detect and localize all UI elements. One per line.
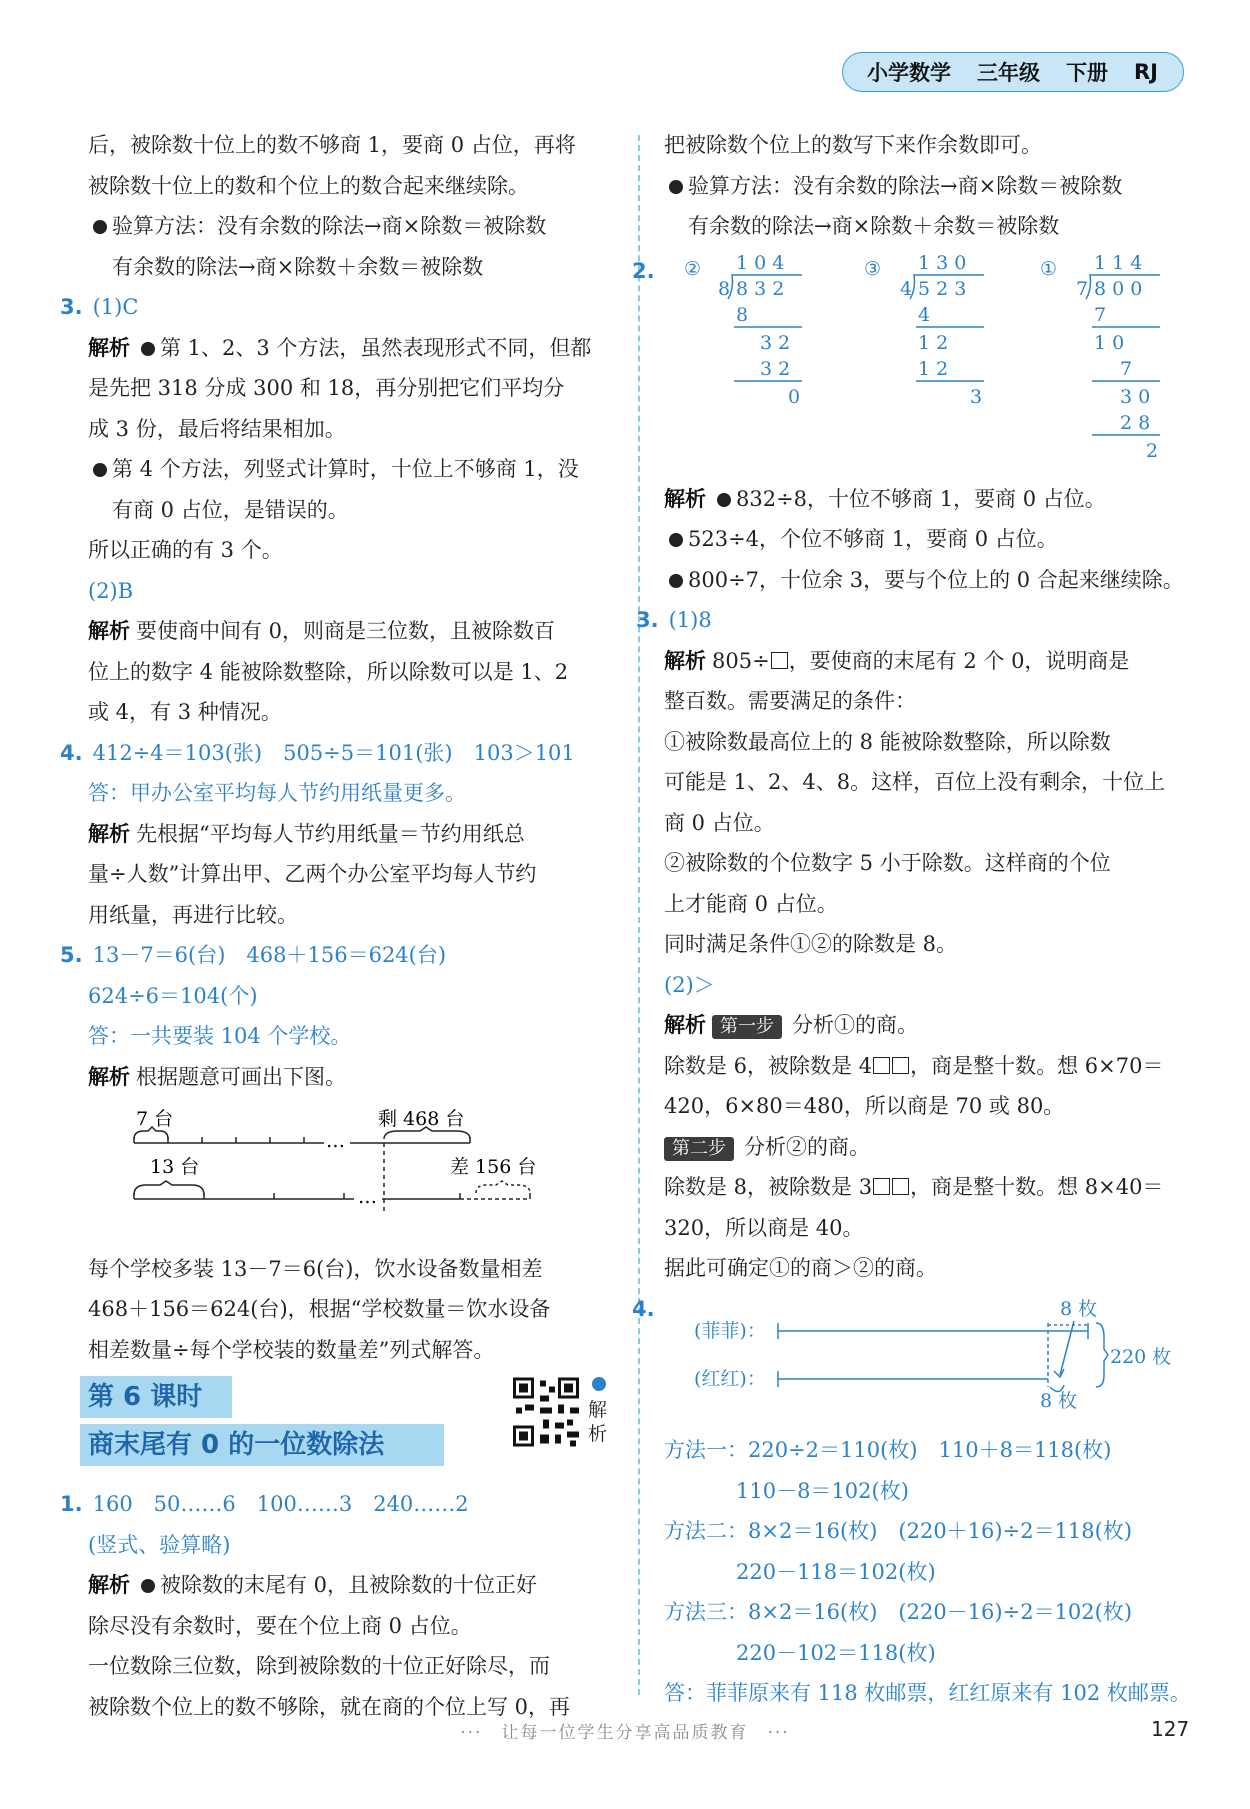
- bulb-icon: [141, 342, 155, 356]
- label-13: 13 台: [150, 1156, 200, 1178]
- long-division-group: [632, 251, 1194, 471]
- bulb-icon: [669, 533, 683, 547]
- question-4-block: [632, 1289, 1194, 1431]
- question-5-answer-text: 答：一共要装 104 个学校。: [88, 1024, 352, 1048]
- blank-box-icon: [873, 1057, 890, 1074]
- label-honghong: (红红)：: [694, 1367, 766, 1390]
- step-badge: 第一步: [712, 1015, 782, 1039]
- question-2-number: 2.: [632, 258, 655, 283]
- text-line: 可能是 1、2、4、8。这样，百位上没有剩余，十位上: [664, 770, 1166, 794]
- blank-box-icon: [892, 1057, 909, 1074]
- text-line: 或 4，有 3 种情况。: [88, 700, 282, 724]
- text-line: 除数是 6，被除数是 4 ，商是整十数。想 6×70＝: [664, 1053, 1164, 1078]
- text-line: 第 4 个方法，列竖式计算时，十位上不够商 1，没: [88, 449, 618, 490]
- text-line: 解析 根据题意可画出下图。: [88, 1064, 346, 1089]
- div1-step2: 3 2: [760, 331, 791, 354]
- header-subject: 小学数学: [867, 61, 951, 85]
- div1-dividend: 8 3 2: [736, 277, 785, 300]
- lesson-number: 第 6 课时: [80, 1376, 232, 1418]
- text-line: 用纸量，再进行比较。: [88, 902, 298, 927]
- div3-divisor: 7: [1076, 277, 1089, 300]
- text-line: 468＋156＝624(台)，根据“学校数量＝饮水设备: [88, 1297, 551, 1321]
- text-line: 523÷4，个位不够商 1，要商 0 占位。: [664, 519, 1194, 560]
- question-4-answer-text: 答：甲办公室平均每人节约用纸量更多。: [88, 781, 466, 805]
- question-3-answer-2: (2)＞: [664, 972, 715, 997]
- text-line: 解析 要使商中间有 0，则商是三位数，且被除数百: [88, 619, 556, 643]
- div3-quotient: 1 1 4: [1094, 251, 1143, 274]
- text-line: 同时满足条件①②的除数是 8。: [664, 932, 958, 956]
- lesson-title: 商末尾有 0 的一位数除法: [80, 1424, 444, 1466]
- qr-label: 解析: [588, 1399, 608, 1445]
- text-line: 每个学校多装 13－7＝6(台)，饮水设备数量相差: [88, 1256, 543, 1281]
- label-top-8: 8 枚: [1060, 1297, 1098, 1320]
- div2-step3: 1 2: [918, 357, 949, 380]
- method-3-line-2: 220－102＝118(枚): [736, 1640, 936, 1665]
- label-220: 220 枚: [1110, 1345, 1172, 1368]
- div1-mark: ②: [684, 257, 702, 280]
- label-remaining: 剩 468 台: [378, 1108, 465, 1130]
- div1-step3: 3 2: [760, 357, 791, 380]
- method-3: 方法三：8×2＝16(枚) (220－16)÷2＝102(枚): [664, 1600, 1133, 1624]
- text-line: 420，6×80＝480，所以商是 70 或 80。: [664, 1094, 1065, 1118]
- line-segment-diagram: [88, 1101, 618, 1229]
- text-line: 解析 805÷ ，要使商的末尾有 2 个 0，说明商是: [664, 648, 1130, 673]
- div1-quotient: 1 0 4: [736, 251, 785, 274]
- question-1-answer-2: (竖式、验算略): [88, 1532, 231, 1557]
- text-line: ②被除数的个位数字 5 小于除数。这样商的个位: [664, 851, 1111, 875]
- long-division-figures: [664, 251, 1194, 471]
- text-line: ①被除数最高位上的 8 能被除数整除，所以除数: [664, 729, 1111, 754]
- method-2-line-2: 220－118＝102(枚): [736, 1559, 936, 1584]
- svg-text:…: …: [326, 1130, 345, 1152]
- text-line: 除尽没有余数时，要在个位上商 0 占位。: [88, 1613, 472, 1638]
- div1-step1: 8: [736, 303, 749, 326]
- text-line: 据此可确定①的商＞②的商。: [664, 1256, 937, 1280]
- column-divider: [638, 135, 640, 1695]
- stamp-line-diagram: [664, 1293, 1194, 1409]
- text-line: 把被除数个位上的数写下来作余数即可。: [664, 133, 1042, 157]
- header-badge: [842, 52, 1184, 92]
- div3-remainder: 2: [1146, 439, 1159, 462]
- header-edition: RJ: [1134, 60, 1158, 84]
- header-grade: 三年级: [977, 61, 1040, 85]
- text-line: 解析 先根据“平均每人节约用纸量＝节约用纸总: [88, 821, 525, 846]
- div3-step4: 3 0: [1120, 385, 1151, 408]
- left-column: [60, 125, 618, 1727]
- div2-step2: 1 2: [918, 331, 949, 354]
- question-4-number: 4.: [632, 1296, 655, 1321]
- bulb-icon: [141, 1579, 155, 1593]
- text-line: 除数是 8，被除数是 3 ，商是整十数。想 8×40＝: [664, 1175, 1164, 1199]
- question-3-answer-2: (2)B: [88, 578, 134, 603]
- label-7: 7 台: [136, 1108, 174, 1130]
- right-column: [632, 125, 1194, 1714]
- div3-step2: 1 0: [1094, 331, 1125, 354]
- div3-step5: 2 8: [1120, 411, 1151, 434]
- blank-box-icon: [771, 652, 788, 669]
- div2-dividend: 5 2 3: [918, 277, 967, 300]
- text-line: 有余数的除法→商×除数＋余数＝被除数: [688, 214, 1060, 238]
- text-line: 验算方法：没有余数的除法→商×除数＝被除数: [88, 206, 618, 247]
- step-badge: 第二步: [664, 1137, 734, 1161]
- text-line: 被除数个位上的数不够除，就在商的个位上写 0，再: [88, 1694, 571, 1719]
- method-1-line-2: 110－8＝102(枚): [736, 1478, 909, 1503]
- bulb-icon: [717, 493, 731, 507]
- text-line: 位上的数字 4 能被除数整除，所以除数可以是 1、2: [88, 659, 569, 684]
- bulb-icon: [93, 463, 107, 477]
- text-line: 解析 第一步 分析①的商。: [664, 1013, 918, 1037]
- lesson-heading: [88, 1374, 618, 1484]
- text-line: 商 0 占位。: [664, 810, 775, 835]
- text-line: 相差数量÷每个学校装的数量差”列式解答。: [88, 1337, 495, 1362]
- question-5-answer: 5. 13－7＝6(台) 468＋156＝624(台): [60, 943, 447, 967]
- bulb-icon: [669, 574, 683, 588]
- label-bottom-8: 8 枚: [1040, 1389, 1078, 1409]
- question-5-answer-2: 624÷6＝104(个): [88, 983, 258, 1008]
- qr-code-icon[interactable]: [510, 1374, 582, 1450]
- header-volume: 下册: [1066, 61, 1108, 85]
- method-1: 方法一：220÷2＝110(枚) 110＋8＝118(枚): [664, 1438, 1112, 1462]
- text-line: 解析 第 1、2、3 个方法，虽然表现形式不同，但都: [88, 335, 592, 360]
- blank-box-icon: [892, 1178, 909, 1195]
- svg-text:…: …: [358, 1186, 377, 1208]
- div2-divisor: 4: [900, 277, 913, 300]
- div2-step1: 4: [918, 303, 931, 326]
- page-number: 127: [1151, 1717, 1190, 1741]
- div3-dividend: 8 0 0: [1094, 277, 1143, 300]
- text-line: 验算方法：没有余数的除法→商×除数＝被除数: [664, 166, 1194, 207]
- text-line: 有商 0 占位，是错误的。: [112, 497, 349, 522]
- question-3-answer: 3. (1)8: [636, 608, 712, 632]
- question-4-answer-text: 答：菲菲原来有 118 枚邮票，红红原来有 102 枚邮票。: [664, 1681, 1191, 1705]
- question-1-answer: 1. 160 50……6 100……3 240……2: [60, 1492, 469, 1516]
- footer-slogan: ··· 让每一位学生分享高品质教育 ···: [460, 1723, 790, 1743]
- question-4-answer: 4. 412÷4＝103(张) 505÷5＝101(张) 103＞101: [60, 740, 575, 765]
- method-2: 方法二：8×2＝16(枚) (220＋16)÷2＝118(枚): [664, 1519, 1133, 1543]
- text-line: 320，所以商是 40。: [664, 1215, 864, 1240]
- text-line: 解析 832÷8，十位不够商 1，要商 0 占位。: [664, 486, 1106, 511]
- label-difference: 差 156 台: [450, 1156, 537, 1178]
- bulb-icon: [93, 220, 107, 234]
- text-line: 第二步 分析②的商。: [664, 1127, 1194, 1168]
- div2-remainder: 3: [970, 385, 983, 408]
- bulb-icon: [669, 180, 683, 194]
- blank-box-icon: [873, 1178, 890, 1195]
- question-3-answer: 3. (1)C: [60, 295, 139, 319]
- text-line: 量÷人数”计算出甲、乙两个办公室平均每人节约: [88, 862, 537, 886]
- text-line: 一位数除三位数，除到被除数的十位正好除尽，而: [88, 1654, 550, 1678]
- text-line: 后，被除数十位上的数不够商 1，要商 0 占位，再将: [88, 133, 576, 157]
- div3-step3: 7: [1120, 357, 1133, 380]
- div2-mark: ③: [864, 257, 882, 280]
- text-line: 成 3 份，最后将结果相加。: [88, 416, 346, 441]
- text-line: 所以正确的有 3 个。: [88, 538, 283, 562]
- text-line: 整百数。需要满足的条件：: [664, 689, 916, 713]
- text-line: 被除数十位上的数和个位上的数合起来继续除。: [88, 173, 529, 198]
- text-line: 800÷7，十位余 3，要与个位上的 0 合起来继续除。: [664, 560, 1194, 601]
- text-line: 上才能商 0 占位。: [664, 891, 838, 916]
- div3-step1: 7: [1094, 303, 1107, 326]
- div1-remainder: 0: [788, 385, 801, 408]
- text-line: 解析 被除数的末尾有 0，且被除数的十位正好: [88, 1573, 538, 1597]
- div2-quotient: 1 3 0: [918, 251, 967, 274]
- text-line: 有余数的除法→商×除数＋余数＝被除数: [112, 254, 484, 279]
- div1-divisor: 8: [718, 277, 731, 300]
- div3-mark: ①: [1040, 257, 1058, 280]
- text-line: 是先把 318 分成 300 和 18，再分别把它们平均分: [88, 376, 565, 400]
- label-feifei: (菲菲)：: [694, 1319, 766, 1342]
- play-icon: [592, 1377, 606, 1391]
